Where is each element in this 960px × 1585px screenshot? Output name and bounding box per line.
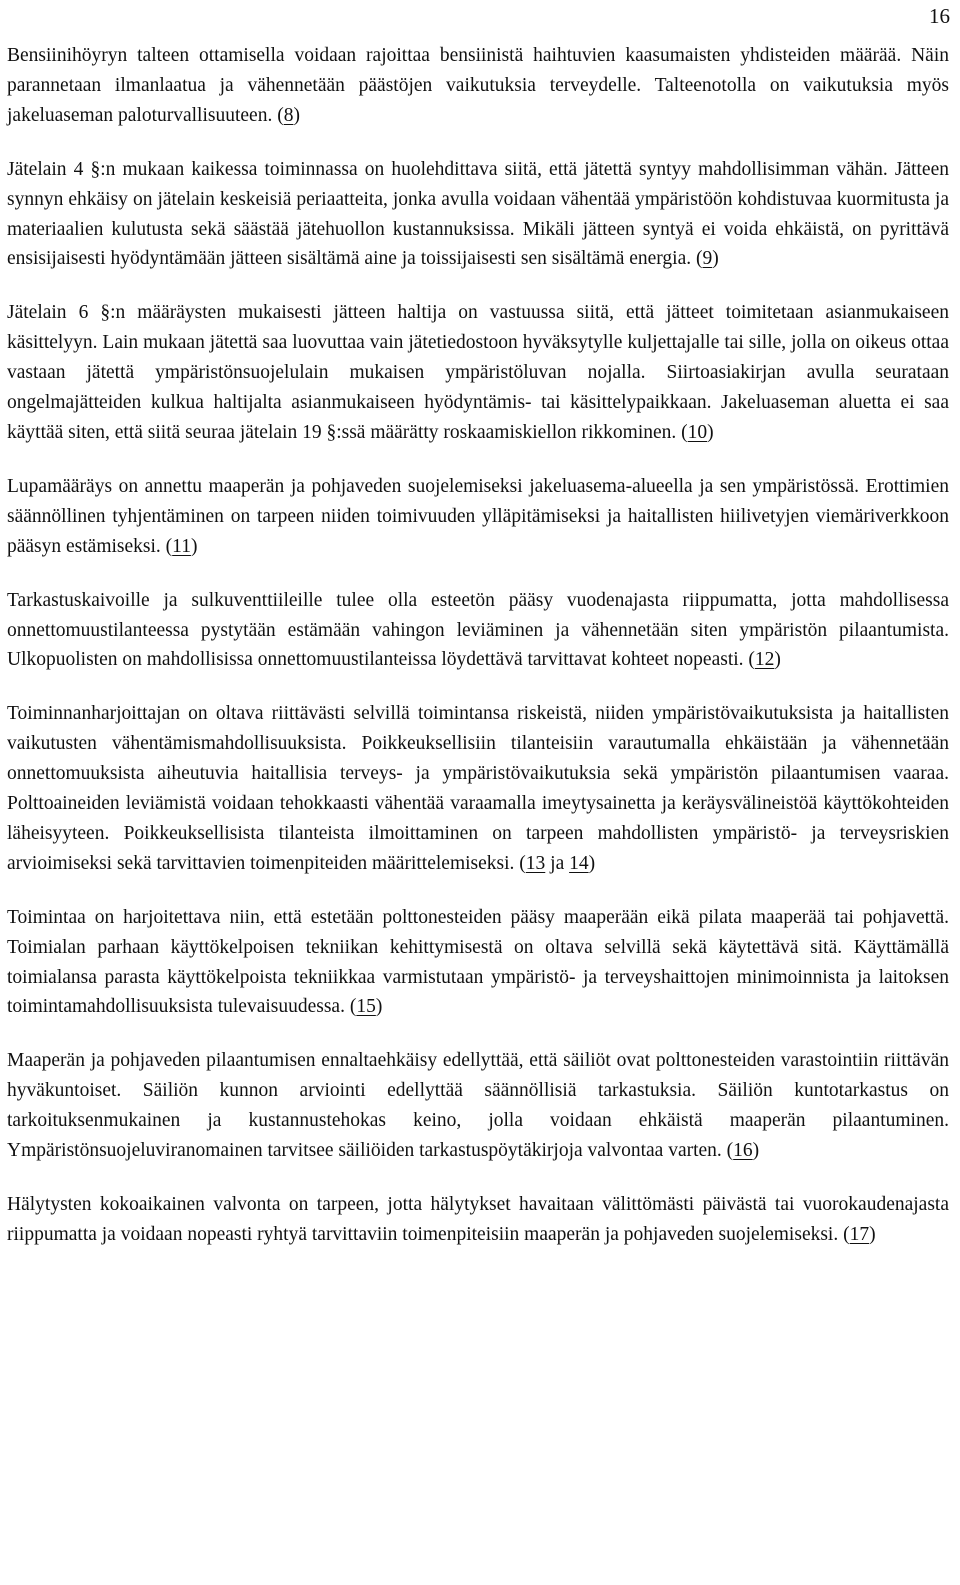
paragraph-text: Toiminnanharjoittajan on oltava riittävästi selvillä toimintansa riskeistä, niiden ympäristövaikutuksista ja haitallisten vaikutusten vähentämismahdollisuuksista. Poikkeuksellisiin tilanteisiin varautumalla ehkäistään ja vähennetään onnettomuuksista aiheutuvia haitallisia terveys- ja ympäristövaikutuksia sekä ympäristön pilaantumisen vaaraa. Polttoaineiden leviämistä voidaan tehokkaasti vähentää varaamalla imeytysainetta ja keräysvälineistöä käyttökohteiden läheisyyteen. Poikkeuksellisista tilanteista ilmoittaminen on tarpeen mahdollisten ympäristö- ja terveysriskien arvioimiseksi sekä tarvittavien toimenpiteiden määrittelemiseksi. ( bbox=[7, 703, 949, 874]
paragraph-text: Jätelain 4 §:n mukaan kaikessa toiminnassa on huolehdittava siitä, että jätettä syntyy mahdollisimman vähän. Jätteen synnyn ehkäisy on jätelain keskeisiä periaatteita, jonka avulla voidaan vähentää ympäristöön kohdistuvaa kuormitusta ja materiaalien kulutusta sekä säästää jätehuollon kustannuksissa. Mikäli jätteen syntyä ei voida ehkäistä, on pyrittävä ensisijaisesti hyödyntämään jätteen sisältämä aine ja toissijaisesti sen sisältämä energia. ( bbox=[7, 158, 949, 270]
reference-number: 9 bbox=[702, 248, 713, 270]
paragraph bbox=[7, 1046, 949, 1166]
paragraph bbox=[7, 472, 949, 562]
paragraph-text: Lupamääräys on annettu maaperän ja pohjaveden suojelemiseksi jakeluasema-alueella ja sen ympäristössä. Erottimien säännöllinen tyhjentäminen on tarpeen niiden toimivuuden ylläpitämiseksi ja haitallisten hiilivetyjen viemäriverkkoon pääsyn estämiseksi. ( bbox=[7, 475, 949, 557]
reference-number: 15 bbox=[356, 996, 376, 1018]
paragraph-text: Bensiinihöyryn talteen ottamisella voidaan rajoittaa bensiinistä haihtuvien kaasumaisten yhdisteiden määrää. Näin parannetaan ilmanlaatua ja vähennetään päästöjen vaikutuksia terveydelle. Talteenotolla on vaikutuksia myös jakeluaseman paloturvallisuuteen. ( bbox=[7, 45, 949, 126]
paragraph bbox=[7, 903, 949, 1023]
reference-number: 12 bbox=[754, 649, 775, 671]
paragraph-text: Maaperän ja pohjaveden pilaantumisen ennaltaehkäisy edellyttää, että säiliöt ovat polttonesteiden varastointiin riittävän hyväkuntoiset. Säiliön kunnon arviointi edellyttää säännöllisiä tarkastuksia. Säiliön kuntotarkastus on tarkoituksenmukainen ja kustannustehokas keino, jolla voidaan ehkäistä maaperän pilaantuminen. Ympäristönsuojeluviranomainen tarvitsee säiliöiden tarkastuspöytäkirjoja valvontaa varten. ( bbox=[7, 1050, 949, 1162]
page-number: 16 bbox=[929, 4, 950, 28]
reference-number: 16 bbox=[733, 1140, 753, 1162]
paragraph-text: ja bbox=[545, 852, 570, 874]
paragraph-text: ) bbox=[375, 996, 383, 1018]
paragraph bbox=[7, 699, 949, 878]
paragraph-text: ) bbox=[588, 852, 596, 874]
paragraph bbox=[7, 1190, 949, 1250]
paragraph bbox=[7, 155, 949, 275]
paragraph-text: ) bbox=[293, 104, 300, 126]
reference-number: 17 bbox=[849, 1223, 870, 1245]
paragraph bbox=[7, 41, 949, 131]
paragraph-text: ) bbox=[712, 248, 719, 270]
reference-number: 10 bbox=[687, 421, 708, 443]
reference-number: 13 bbox=[525, 852, 546, 874]
paragraph-text: Hälytysten kokoaikainen valvonta on tarpeen, jotta hälytykset havaitaan välittömästi päivästä tai vuorokaudenajasta riippumatta ja voidaan nopeasti ryhtyä tarvittaviin toimenpiteisiin maaperän ja pohjaveden suojelemiseksi. ( bbox=[7, 1194, 949, 1245]
paragraph-text: Jätelain 6 §:n määräysten mukaisesti jätteen haltija on vastuussa siitä, että jätteet toimitetaan asianmukaiseen käsittelyyn. Lain mukaan jätettä saa luovuttaa vain jätetiedostoon hyväksytylle kuljettajalle tai sille, jolla on oikeus ottaa vastaan jätettä ympäristönsuojelulain mukaisen ympäristöluvan nojalla. Siirtoasiakirjan avulla seurataan ongelmajätteiden kulkua haltijalta asianmukaiseen hyödyntämis- tai käsittelypaikkaan. Jakeluaseman aluetta ei saa käyttää siten, että siitä seuraa jätelain 19 §:ssä määrätty roskaamiskiellon rikkominen. ( bbox=[7, 302, 949, 443]
paragraph-text: ) bbox=[707, 421, 714, 443]
paragraph bbox=[7, 586, 949, 676]
paragraph-text: Toimintaa on harjoitettava niin, että estetään polttonesteiden pääsy maaperään eikä pilata maaperää tai pohjavettä. Toimialan parhaan käyttökelpoisen tekniikan kehittymisestä on oltava selvillä sekä käytettävä sitä. Käyttämällä toimialansa parasta käyttökelpoista tekniikkaa varmistutaan ympäristö- ja terveyshaittojen minimoinnista ja laitoksen toimintamahdollisuuksista tulevaisuudessa. ( bbox=[7, 906, 949, 1018]
reference-number: 8 bbox=[283, 104, 294, 126]
reference-number: 11 bbox=[172, 535, 191, 557]
paragraph-text: ) bbox=[869, 1223, 876, 1245]
paragraph-text: ) bbox=[752, 1140, 760, 1162]
paragraph-text: ) bbox=[190, 535, 198, 557]
paragraph bbox=[7, 298, 949, 448]
reference-number: 14 bbox=[569, 852, 589, 874]
paragraph-text: ) bbox=[774, 649, 781, 671]
document-body bbox=[7, 41, 949, 1274]
paragraph-text: Tarkastuskaivoille ja sulkuventtiileille tulee olla esteetön pääsy vuodenajasta riippumatta, jotta mahdollisessa onnettomuustilanteessa pystytään estämään vahingon leviäminen ja vähennetään siten ympäristön pilaantumista. Ulkopuolisten on mahdollisissa onnettomuustilanteissa löydettävä tarvittavat kohteet nopeasti. ( bbox=[7, 589, 949, 671]
